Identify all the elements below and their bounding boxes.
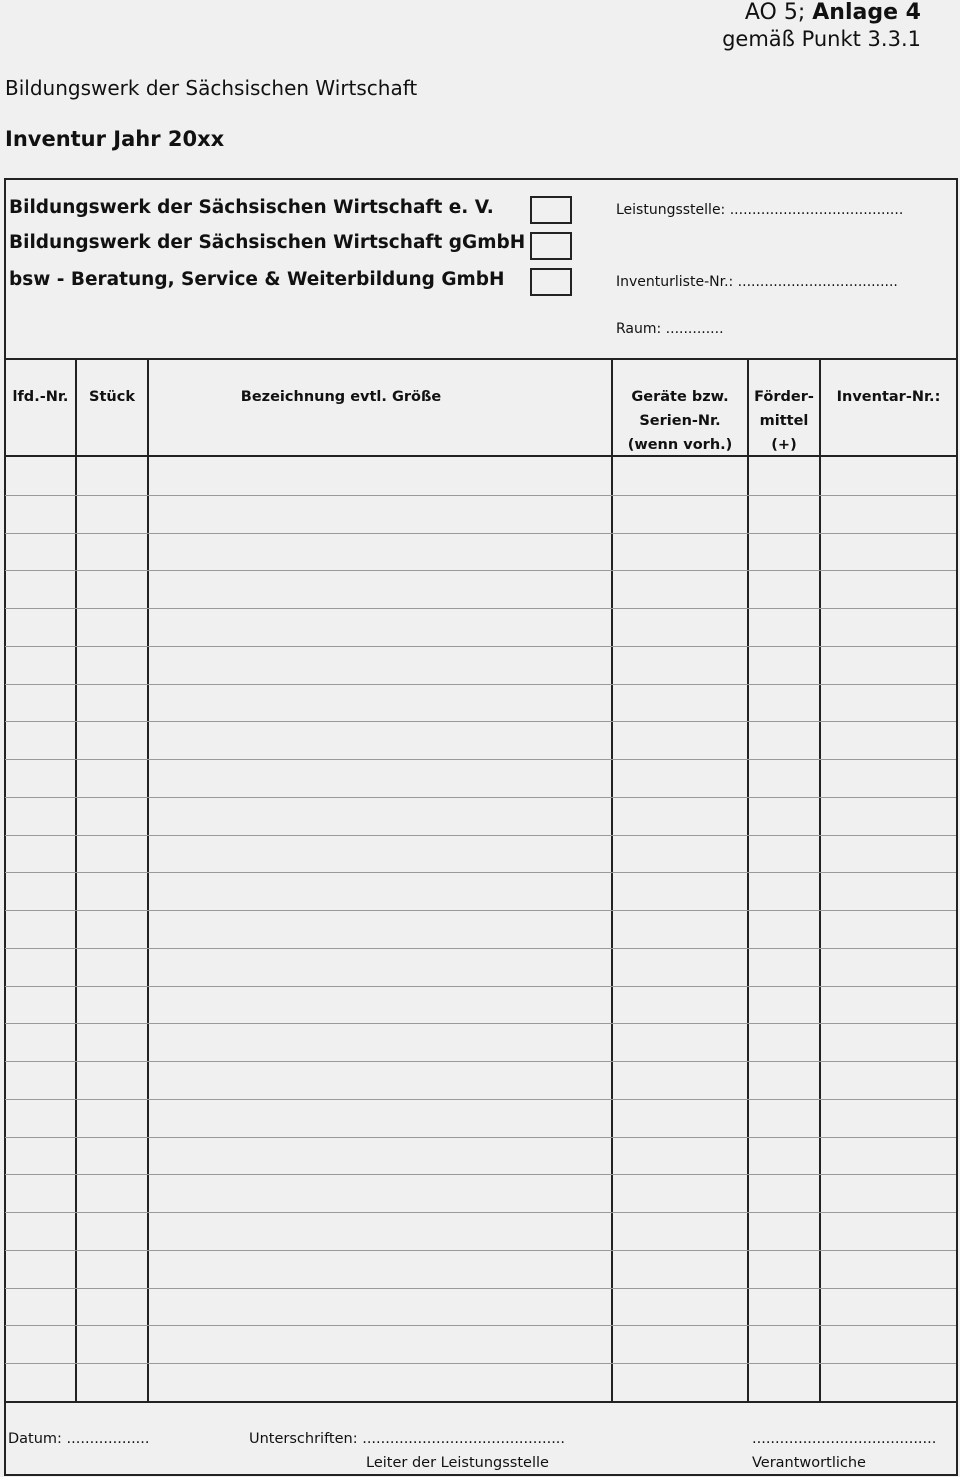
- table-row[interactable]: [5, 1137, 956, 1138]
- column-divider: [611, 359, 613, 1403]
- entity-checkbox-ev[interactable]: [530, 196, 572, 224]
- column-divider: [75, 359, 77, 1403]
- table-row[interactable]: [5, 1250, 956, 1251]
- table-row[interactable]: [5, 1212, 956, 1213]
- table-row[interactable]: [5, 684, 956, 685]
- col-header-stueck: Stück: [89, 389, 135, 405]
- entity-label-ev: Bildungswerk der Sächsischen Wirtschaft e. V.: [9, 197, 494, 218]
- table-row[interactable]: [5, 1174, 956, 1175]
- column-divider: [147, 359, 149, 1403]
- col-header-lfd-nr: lfd.-Nr.: [12, 389, 69, 405]
- table-row[interactable]: [5, 872, 956, 873]
- col-header-bezeichnung: Bezeichnung evtl. Größe: [240, 389, 442, 405]
- table-row[interactable]: [5, 1099, 956, 1100]
- table-row[interactable]: [5, 986, 956, 987]
- table-row[interactable]: [5, 835, 956, 836]
- table-row[interactable]: [5, 797, 956, 798]
- entity-checkbox-ggmbh[interactable]: [530, 232, 572, 260]
- table-row[interactable]: [5, 646, 956, 647]
- table-row[interactable]: [5, 759, 956, 760]
- table-row[interactable]: [5, 721, 956, 722]
- signature-caption-leiter: Leiter der Leistungsstelle: [366, 1455, 549, 1471]
- table-row[interactable]: [5, 1023, 956, 1024]
- page-title: Inventur Jahr 20xx: [5, 127, 225, 151]
- signature-line-right[interactable]: ........................................: [752, 1431, 937, 1447]
- table-row[interactable]: [5, 495, 956, 496]
- entity-label-ggmbh: Bildungswerk der Sächsischen Wirtschaft gGmbH: [9, 232, 526, 253]
- annex-label: Anlage 4: [812, 0, 921, 25]
- leistungsstelle-field[interactable]: Leistungsstelle: .......................................: [616, 202, 904, 218]
- table-row[interactable]: [5, 1061, 956, 1062]
- datum-field[interactable]: Datum: ..................: [8, 1431, 150, 1447]
- table-row[interactable]: [5, 570, 956, 571]
- signature-caption-verantwortliche: Verantwortliche: [752, 1455, 866, 1471]
- clause-reference: gemäß Punkt 3.3.1: [722, 27, 921, 51]
- column-divider: [747, 359, 749, 1403]
- table-row[interactable]: [5, 533, 956, 534]
- raum-field[interactable]: Raum: .............: [616, 321, 724, 337]
- organization-name: Bildungswerk der Sächsischen Wirtschaft: [5, 76, 418, 100]
- table-row[interactable]: [5, 910, 956, 911]
- table-row[interactable]: [5, 608, 956, 609]
- entity-label-bsw: bsw - Beratung, Service & Weiterbildung GmbH: [9, 269, 505, 290]
- column-divider: [819, 359, 821, 1403]
- table-row[interactable]: [5, 948, 956, 949]
- col-header-foerdermittel: Förder- mittel (+): [754, 389, 814, 453]
- inventurliste-field[interactable]: Inventurliste-Nr.: ....................................: [616, 274, 898, 290]
- table-row[interactable]: [5, 1363, 956, 1364]
- annex-prefix: AO 5;: [744, 0, 806, 25]
- col-header-seriennr: Geräte bzw. Serien-Nr. (wenn vorh.): [627, 389, 733, 453]
- col-header-inventar-nr: Inventar-Nr.:: [836, 389, 941, 405]
- table-row[interactable]: [5, 1288, 956, 1289]
- unterschriften-field[interactable]: Unterschriften: ............................................: [249, 1431, 566, 1447]
- entity-checkbox-bsw[interactable]: [530, 268, 572, 296]
- annex-reference: [745, 0, 921, 25]
- table-row[interactable]: [5, 1325, 956, 1326]
